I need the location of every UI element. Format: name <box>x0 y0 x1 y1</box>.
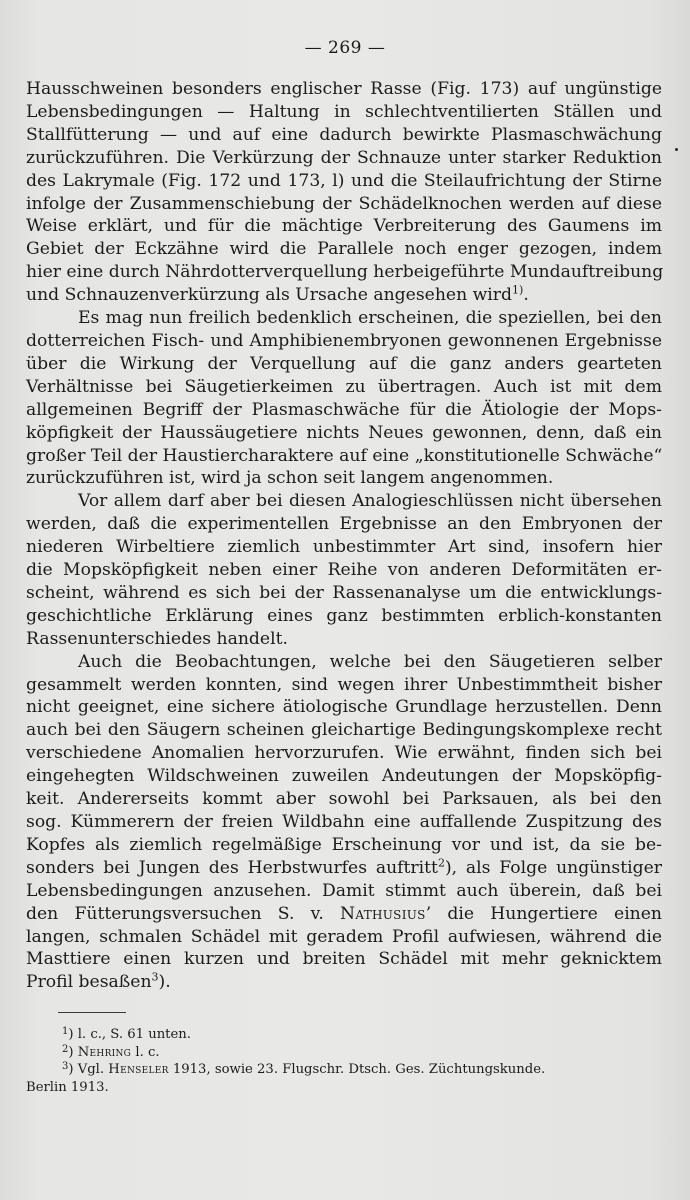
text-line: Gebiet der Eckzähne wird die Parallele noch enger gezogen, indem <box>26 239 662 260</box>
author-name: Henseler <box>108 1062 169 1078</box>
text-line: Hausschweinen besonders englischer Rasse (Fig. 173) auf ungünstige <box>26 79 662 99</box>
text-line: Auch die Beobachtungen, welche bei den Säugetieren selber <box>78 651 662 672</box>
author-name: Nathusius <box>340 903 426 924</box>
text-line: scheint, während es sich bei der Rassenanalyse um die entwicklungs- <box>26 582 662 603</box>
text-line: allgemeinen Begriff der Plasmaschwäche für die Ätiologie der Mops- <box>26 399 662 420</box>
text-line: Kopfes als ziemlich regelmäßige Erscheinung vor und ist, da sie be- <box>26 834 662 855</box>
text-line: des Lakrymale (Fig. 172 und 173, l) und die Steilaufrichtung der Stirne <box>26 170 662 191</box>
text-line: Verhältnisse bei Säugetierkeimen zu übertragen. Auch ist mit dem <box>26 376 662 397</box>
text-line: dotterreichen Fisch- und Amphibienembryonen gewonnenen Ergebnisse <box>26 330 662 351</box>
text-line: sog. Kümmerern der freien Wildbahn eine auffallende Zuspitzung des <box>26 812 662 832</box>
text-fragment: den Fütterungsversuchen S. v. <box>26 903 324 924</box>
footnotes <box>26 1026 662 1096</box>
text-line <box>26 284 662 307</box>
text-fragment: ). <box>158 972 171 993</box>
footnote-paren: ) <box>68 1044 78 1060</box>
text-line: Lebensbedingungen anzusehen. Damit stimmt auch überein, daß bei <box>26 880 662 901</box>
paragraph-4 <box>26 651 662 995</box>
footnote-text: 1913, sowie 23. Flugschr. Dtsch. Ges. Züchtungskunde. <box>168 1062 546 1078</box>
paragraph-3 <box>26 490 662 650</box>
footnote-divider <box>58 1012 126 1013</box>
text-line: werden, daß die experimentellen Ergebnisse an den Embryonen der <box>26 514 662 535</box>
text-line: großer Teil der Haustiercharaktere auf eine „konstitutionelle Schwäche“ <box>26 445 663 466</box>
footnote-marker: 1 <box>62 1026 69 1037</box>
text-line: die Mopsköpfigkeit neben einer Reihe von anderen Deformitäten er- <box>26 560 662 581</box>
footnote-marker: 2 <box>62 1043 69 1055</box>
text-line: Masttiere einen kurzen und breiten Schädel mit mehr geknicktem <box>26 949 662 970</box>
text-line: zurückzuführen. Die Verkürzung der Schnauze unter starker Reduktion <box>26 147 662 168</box>
text-line: auch bei den Säugern scheinen gleichartige Bedingungskomplexe recht <box>26 720 662 741</box>
text-line: geschichtliche Erklärung eines ganz bestimmten erblich-konstanten <box>26 605 662 626</box>
text-line: Es mag nun freilich bedenklich erscheinen, die speziellen, bei den <box>78 308 662 329</box>
text-line: Lebensbedingungen — Haltung in schlechtventilierten Ställen und <box>26 101 662 122</box>
text-line: hier eine durch Nährdotterverquellung herbeigeführte Mundauftreibung <box>26 262 664 283</box>
text-line: köpfigkeit der Haussäugetiere nichts Neues gewonnen, denn, daß ein <box>26 422 662 443</box>
text-line: langen, schmalen Schädel mit geradem Profil aufwiesen, während die <box>26 926 662 947</box>
footnote-ref: 1 <box>512 283 520 297</box>
text-line: Vor allem darf aber bei diesen Analogieschlüssen nicht übersehen <box>78 491 662 512</box>
text-fragment: und Schnauzenverkürzung als Ursache angesehen wird <box>26 285 513 306</box>
text-fragment: sonders bei Jungen des Herbstwurfes auftritt <box>26 857 438 878</box>
body-text <box>26 78 662 994</box>
footnote-2 <box>26 1044 662 1062</box>
text-line: eingehegten Wildschweinen zuweilen Andeutungen der Mopsköpfig- <box>26 766 662 787</box>
text-line: nicht geeignet, eine sichere ätiologische Grundlage herzustellen. Denn <box>26 697 662 718</box>
footnote-ref: 3 <box>151 970 159 984</box>
text-line <box>26 971 662 994</box>
footnote-3 <box>26 1061 662 1079</box>
footnote-text: ) l. c., S. 61 unten. <box>68 1027 191 1042</box>
paragraph-2 <box>26 307 662 490</box>
text-line: keit. Andererseits kommt aber sowohl bei Parksauen, als bei den <box>26 789 662 810</box>
print-speck <box>675 148 678 151</box>
text-fragment: Profil besaßen <box>26 972 152 993</box>
paragraph-1 <box>26 78 662 307</box>
text-line: infolge der Zusammenschiebung der Schädelknochen werden auf diese <box>26 193 662 214</box>
text-line: Rassenunterschiedes handelt. <box>26 628 288 649</box>
footnote-3-continuation: Berlin 1913. <box>26 1079 109 1095</box>
footnote-text: ) Vgl. <box>68 1062 109 1078</box>
footnote-ref: 2 <box>437 856 445 870</box>
footnote-1 <box>26 1026 662 1044</box>
footnote-text: l. c. <box>131 1044 160 1060</box>
text-line <box>26 857 662 880</box>
text-fragment: . <box>523 285 529 306</box>
text-line: über die Wirkung der Verquellung auf die ganz anders gearteten <box>26 353 662 374</box>
footnote-ref-paren: ) <box>519 283 524 297</box>
text-line <box>26 903 662 926</box>
text-fragment: ’ die Hungertiere einen <box>425 903 662 924</box>
text-line: gesammelt werden konnten, sind wegen ihrer Unbestimmtheit bisher <box>26 674 662 695</box>
page-number: — 269 — <box>304 38 386 58</box>
text-line: Stallfütterung — und auf eine dadurch bewirkte Plasmaschwächung <box>26 124 662 145</box>
text-fragment: ), als Folge ungünstiger <box>444 857 662 878</box>
text-line: Weise erklärt, und für die mächtige Verbreiterung des Gaumens im <box>26 216 662 237</box>
text-line: verschiedene Anomalien hervorzurufen. Wie erwähnt, finden sich bei <box>26 743 662 764</box>
footnote-marker: 3 <box>62 1061 69 1073</box>
author-name: Nehring <box>77 1044 132 1060</box>
text-line: zurückzuführen ist, wird ja schon seit langem angenommen. <box>26 468 554 489</box>
text-line: niederen Wirbeltiere ziemlich unbestimmter Art sind, insofern hier <box>26 537 662 558</box>
